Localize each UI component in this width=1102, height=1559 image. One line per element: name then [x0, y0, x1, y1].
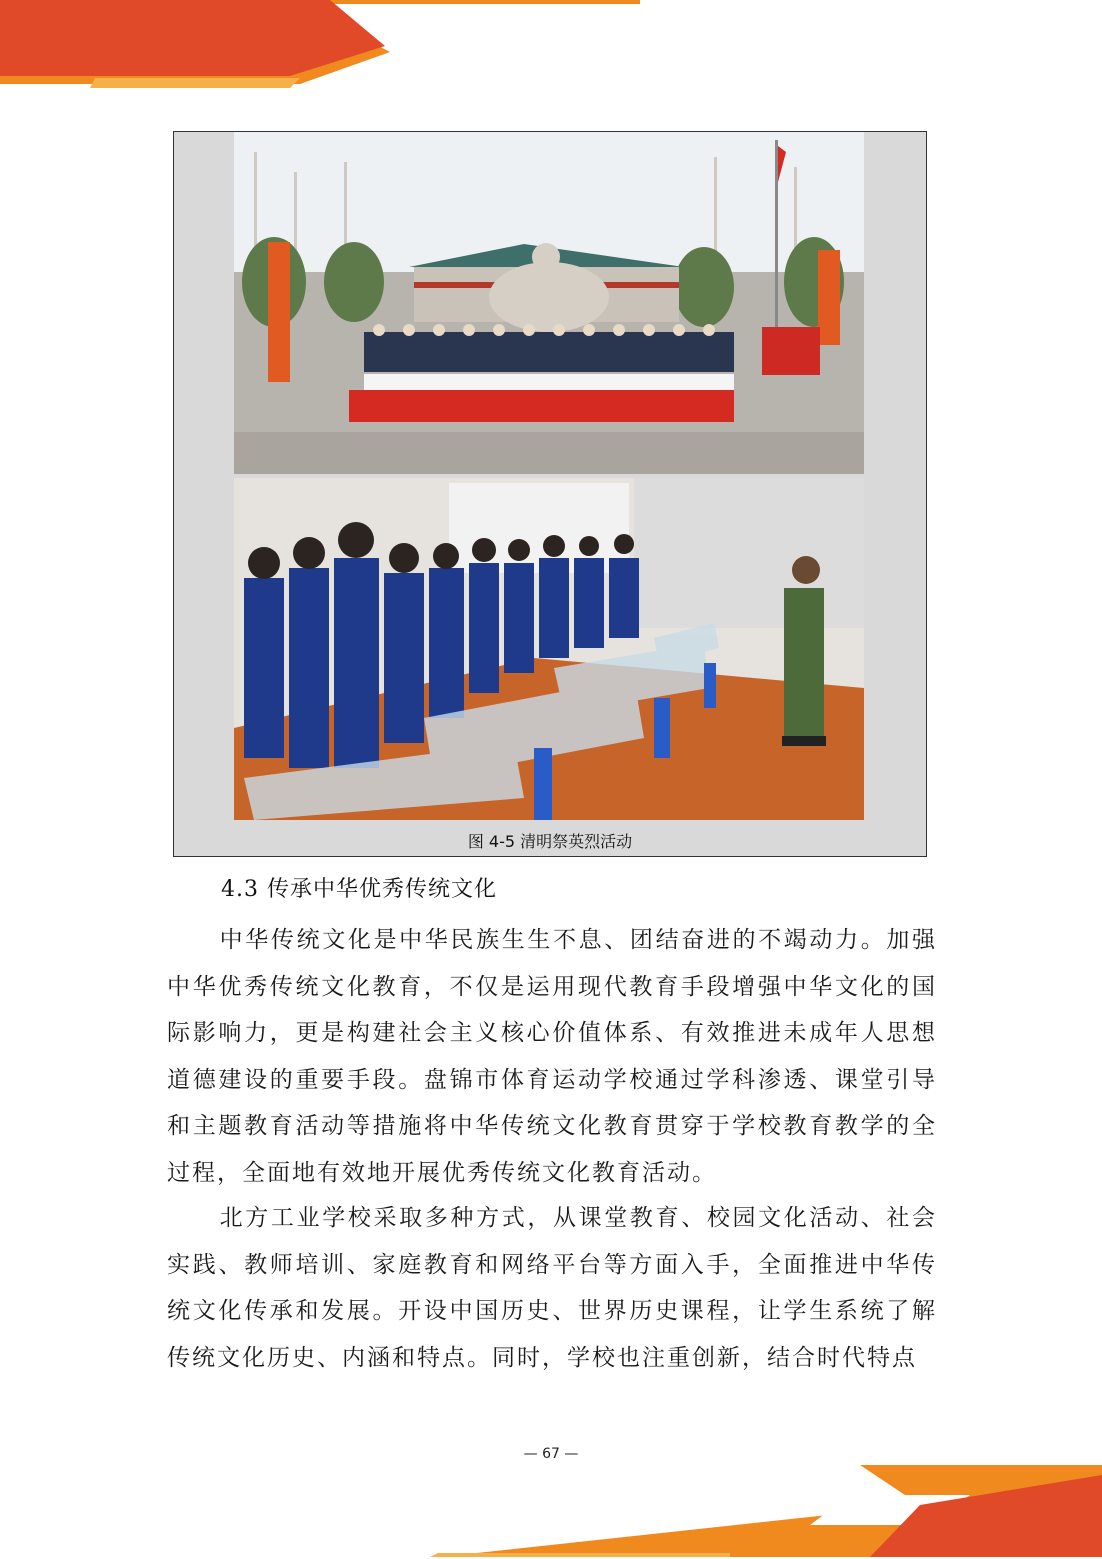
paragraph-2 — [167, 1195, 937, 1381]
figure-caption: 图 4-5 清明祭英烈活动 — [467, 832, 633, 851]
page-number: — 67 — — [523, 1446, 579, 1462]
top-decoration — [0, 0, 660, 90]
paragraph-1-text: 中华传统文化是中华民族生生不息、团结奋进的不竭动力。加强中华优秀传统文化教育，不仅是运用现代教育手段增强中华文化的国际影响力，更是构建社会主义核心价值体系、有效推进未成年人思想道德建设的重要手段。盘锦市体育运动学校通过学科渗透、课堂引导和主题教育活动等措施将中华传统文化教育贯穿于学校教育教学的全过程，全面地有效地开展优秀传统文化教育活动。 — [167, 927, 937, 1186]
bottom-decoration — [430, 1465, 1102, 1559]
section-title: 4.3 传承中华优秀传统文化 — [221, 877, 497, 902]
figure — [173, 131, 927, 857]
paragraph-2-text: 北方工业学校采取多种方式，从课堂教育、校园文化活动、社会实践、教师培训、家庭教育和网络平台等方面入手，全面推进中华传统文化传承和发展。开设中国历史、世界历史课程，让学生系统了解传统文化历史、内涵和特点。同时，学校也注重创新，结合时代特点 — [167, 1205, 937, 1371]
paragraph-1 — [167, 917, 937, 1196]
photo-exhibition-visit — [234, 478, 864, 820]
photo-memorial-ceremony — [234, 132, 864, 474]
